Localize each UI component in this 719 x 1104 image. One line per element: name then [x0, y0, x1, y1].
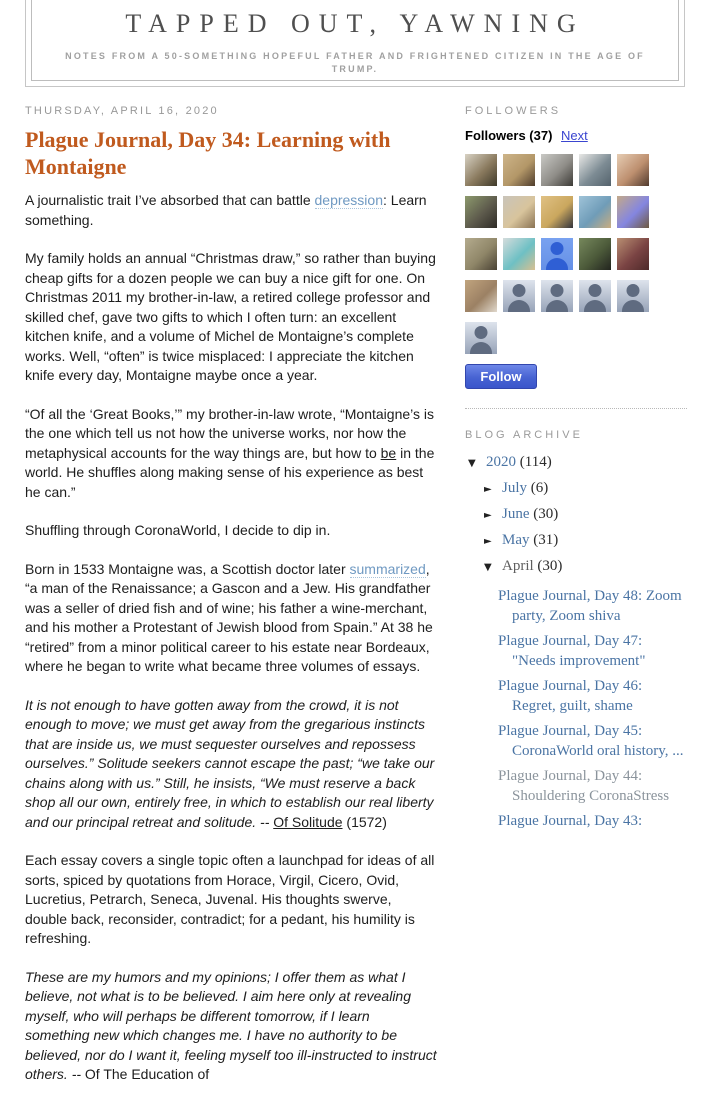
follower-avatar[interactable] — [617, 154, 649, 186]
text-run: Born in 1533 Montaigne was, a Scottish doctor later — [25, 560, 350, 577]
archive-month-count: (31) — [529, 532, 559, 548]
avatar-silhouette-head — [475, 326, 488, 339]
expand-toggle-icon[interactable]: ► — [484, 536, 492, 547]
avatar-silhouette-head — [589, 284, 602, 297]
follower-avatar[interactable] — [541, 238, 573, 270]
follower-avatar[interactable] — [503, 280, 535, 312]
avatar-silhouette-head — [551, 242, 564, 255]
follower-avatar[interactable] — [465, 196, 497, 228]
archive-post-link[interactable]: Plague Journal, Day 48: Zoom party, Zoom shiva — [498, 588, 682, 624]
follower-avatar[interactable] — [465, 280, 497, 312]
follower-avatar[interactable] — [503, 238, 535, 270]
inline-link[interactable]: Of Solitude — [273, 813, 343, 830]
blog-subtitle: NOTES FROM A 50-SOMETHING HOPEFUL FATHER AND FRIGHTENED CITIZEN IN THE AGE OF TRUMP. — [65, 51, 645, 74]
post-paragraph — [25, 968, 437, 1085]
follower-avatar[interactable] — [617, 238, 649, 270]
archive-months — [465, 480, 687, 576]
text-run: “Of all the ‘Great Books,’” my brother-in-law wrote, “Montaigne’s is the one which tell us not how the universe works, nor how the metaphysical accounts for the way things are, but how to — [25, 405, 434, 461]
archive-post-link[interactable]: Plague Journal, Day 44: Shouldering CoronaStress — [498, 768, 670, 804]
followers-next-link[interactable]: Next — [561, 128, 588, 143]
post-paragraph — [25, 521, 437, 541]
archive-month-link[interactable]: May — [502, 532, 530, 548]
followers-header — [465, 128, 687, 144]
collapse-toggle-icon[interactable]: ▼ — [484, 562, 492, 573]
follower-avatar[interactable] — [465, 154, 497, 186]
archive-month-link[interactable]: June — [502, 506, 530, 522]
post-paragraph — [25, 851, 437, 949]
post-paragraph — [25, 249, 437, 386]
text-run: in the world. He shuffles along making sense of his experience as best he can.” — [25, 444, 435, 500]
follower-avatar[interactable] — [541, 196, 573, 228]
archive-month-link: April — [502, 558, 534, 574]
follower-avatar[interactable] — [617, 196, 649, 228]
avatar-silhouette-head — [551, 284, 564, 297]
follow-button[interactable]: Follow — [465, 364, 537, 389]
inline-link[interactable]: summarized — [349, 560, 426, 577]
text-run: Of The Education of — [84, 1066, 210, 1082]
followers-widget-title: FOLLOWERS — [465, 105, 562, 117]
main-column — [25, 105, 437, 1104]
blog-archive — [465, 454, 687, 831]
archive-month-row — [484, 480, 687, 498]
post-paragraph — [25, 560, 437, 677]
archive-post-link[interactable]: Plague Journal, Day 46: Regret, guilt, shame — [498, 678, 643, 714]
collapse-toggle-icon[interactable]: ▼ — [468, 458, 476, 469]
archive-post-link[interactable]: Plague Journal, Day 45: CoronaWorld oral history, ... — [498, 723, 684, 759]
archive-month-count: (6) — [527, 480, 549, 496]
archive-post-link[interactable]: Plague Journal, Day 47: "Needs improvement" — [498, 633, 646, 669]
follower-avatar[interactable] — [617, 280, 649, 312]
follower-avatar[interactable] — [541, 280, 573, 312]
text-run: (1572) — [342, 813, 387, 830]
follower-avatar[interactable] — [503, 154, 535, 186]
blog-header-box — [25, 0, 685, 87]
archive-month-link[interactable]: July — [502, 480, 528, 496]
archive-month-row — [484, 506, 687, 524]
inline-link[interactable]: depression — [314, 192, 383, 208]
expand-toggle-icon[interactable]: ► — [484, 510, 492, 521]
follower-avatar[interactable] — [579, 196, 611, 228]
text-run: It is not enough to have gotten away from the crowd, it is not enough to move; we must get away from the gregarious instincts that are inside us, we must sequester ourselves and repossess ourselves.” Solitude seekers cannot escape the past; “we take our chains along with us.” Still, he insists, “We must reserve a back shop all our own, entirely free, in which to establish our real liberty and our principal retreat and solitude. -- — [25, 696, 435, 830]
text-run: be — [380, 444, 397, 461]
sidebar — [465, 105, 687, 836]
text-run: Shuffling through CoronaWorld, I decide to dip in. — [25, 522, 331, 538]
avatar-silhouette-body — [584, 300, 606, 312]
avatar-silhouette-body — [508, 300, 530, 312]
post-paragraph — [25, 191, 437, 230]
post-paragraph — [25, 696, 437, 833]
archive-year-row — [468, 454, 687, 472]
text-run: , “a man of the Renaissance; a Gascon and a Jew. His grandfather was a seller of dried fish and of wine; his father a wine-merchant, and his mother a Protestant of Jewish blood from Spain.” At 38 he “retired” from a minor political career to his estate near Bordeaux, where he began to write what became three volumes of essays. — [25, 560, 433, 674]
archive-posts — [498, 586, 687, 831]
archive-year-count: (114) — [519, 454, 552, 470]
follower-avatar[interactable] — [465, 238, 497, 270]
archive-month-count: (30) — [533, 558, 563, 574]
follower-avatar[interactable] — [579, 280, 611, 312]
text-run: My family holds an annual “Christmas draw,” so rather than buying cheap gifts for a dozen people we can buy a nice gift for one. On Christmas 2011 my brother-in-law, a retired college professor and skilled chef, gave two gifts to which I often turn: an excellent kitchen knife, and a volume of Michel de Montaigne’s complete works. Well, “often” is twice misplaced: I appreciate the kitchen knife every day, Montaigne maybe once a year. — [25, 250, 436, 383]
follower-avatar[interactable] — [579, 154, 611, 186]
post-date: THURSDAY, APRIL 16, 2020 — [25, 105, 219, 117]
followers-grid — [465, 154, 687, 354]
follower-avatar[interactable] — [541, 154, 573, 186]
archive-post-link[interactable]: Plague Journal, Day 43: — [498, 813, 643, 829]
avatar-silhouette-body — [470, 342, 492, 354]
avatar-silhouette-body — [546, 258, 568, 270]
blog-title[interactable]: TAPPED OUT, YAWNING — [125, 9, 585, 38]
archive-month-count: (30) — [529, 506, 559, 522]
post-body — [25, 191, 437, 1085]
archive-widget-title: BLOG ARCHIVE — [465, 429, 583, 441]
avatar-silhouette-head — [513, 284, 526, 297]
text-run: These are my humors and my opinions; I offer them as what I believe, not what is to be believed. I aim here only at revealing myself, who will perhaps be different tomorrow, if I learn something new which changes me. I have no authority to be believed, nor do I want it, feeling myself too ill-instructed to instruct others. -- — [25, 968, 437, 1082]
archive-month-row — [484, 532, 687, 550]
blog-header-inner-box — [31, 0, 679, 81]
post-title[interactable]: Plague Journal, Day 34: Learning with Montaigne — [25, 127, 391, 179]
text-run: A journalistic trait I’ve absorbed that can battle — [25, 192, 315, 208]
followers-count: Followers (37) — [465, 128, 553, 143]
expand-toggle-icon[interactable]: ► — [484, 484, 492, 495]
text-run: Each essay covers a single topic often a launchpad for ideas of all sorts, spiced by quotations from Horace, Virgil, Cicero, Ovid, Lucretius, Petrarch, Seneca, Juvenal. His thoughts swerve, double back, reconsider, contradict; for a pedant, his humility is refreshing. — [25, 852, 435, 946]
follower-avatar[interactable] — [465, 322, 497, 354]
follower-avatar[interactable] — [503, 196, 535, 228]
avatar-silhouette-body — [622, 300, 644, 312]
post-paragraph — [25, 405, 437, 503]
avatar-silhouette-body — [546, 300, 568, 312]
follower-avatar[interactable] — [579, 238, 611, 270]
archive-month-row — [484, 558, 687, 576]
archive-year-link[interactable]: 2020 — [486, 454, 516, 470]
avatar-silhouette-head — [627, 284, 640, 297]
widget-separator — [465, 408, 687, 409]
text-run: : Learn something. — [25, 192, 427, 228]
